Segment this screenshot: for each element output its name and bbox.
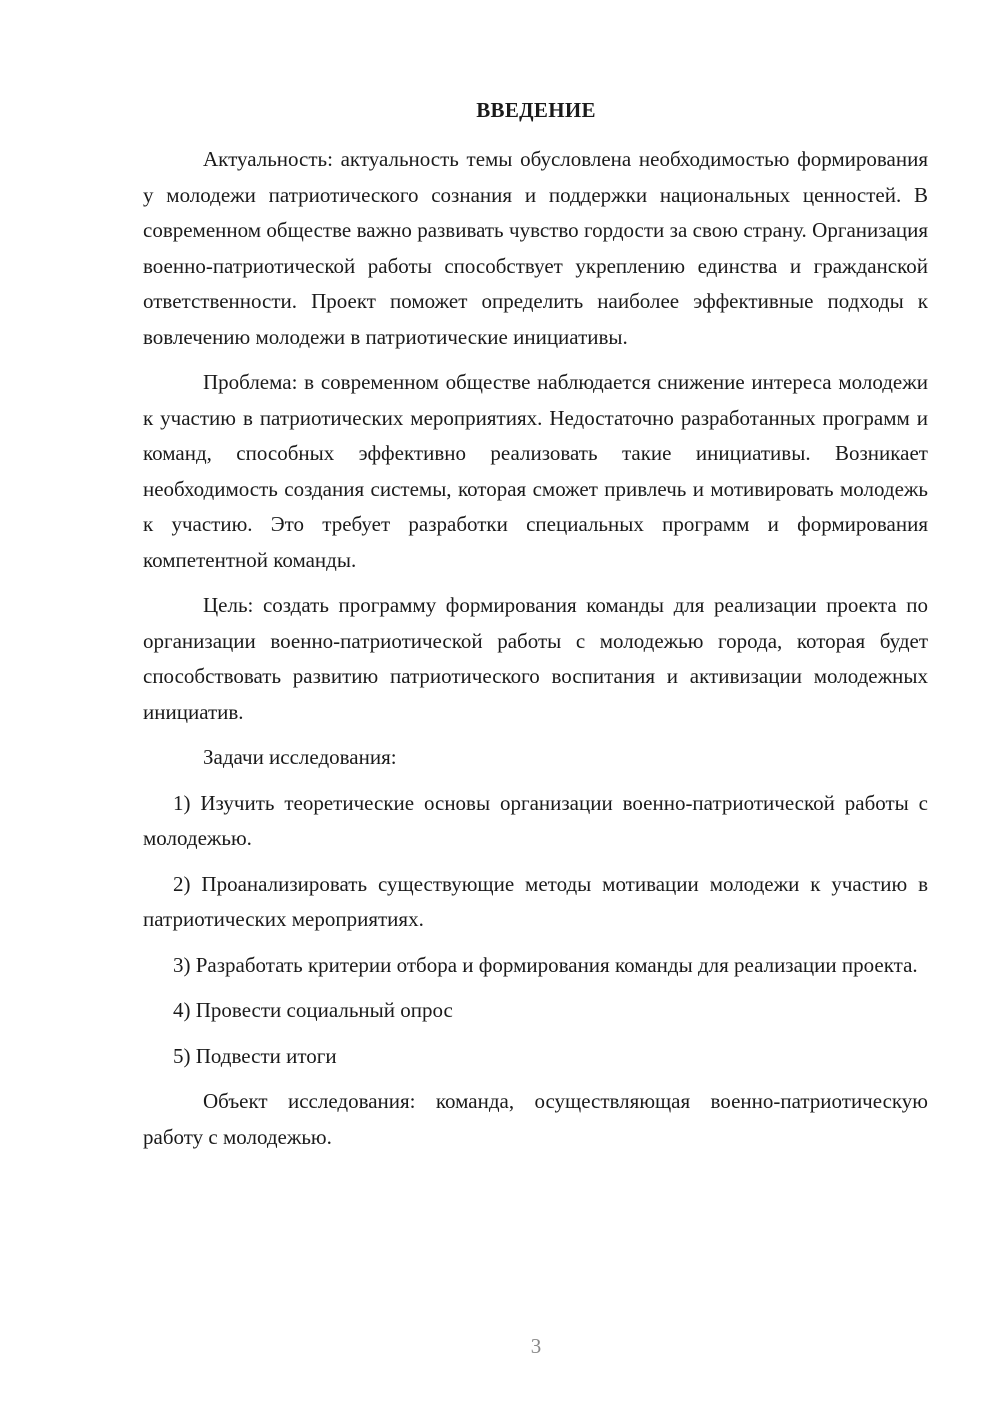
- paragraph-goal: Цель: создать программу формирования команды для реализации проекта по организации военно-патриотической работы с молодежью города, которая будет способствовать развитию патриотического воспитания и активизации молодежных инициатив.: [143, 593, 928, 724]
- section-title: ВВЕДЕНИЕ: [476, 98, 596, 122]
- task-item-3: 3) Разработать критерии отбора и формирования команды для реализации проекта.: [173, 952, 918, 977]
- paragraph-tasks-heading: Задачи исследования:: [203, 745, 397, 769]
- task-item-4: 4) Провести социальный опрос: [173, 998, 453, 1022]
- task-item-2: 2) Проанализировать существующие методы мотивации молодежи к участию в патриотических мероприятиях.: [143, 871, 928, 931]
- page-number: 3: [530, 1334, 542, 1358]
- paragraph-problem: Проблема: в современном обществе наблюдается снижение интереса молодежи к участию в патриотических мероприятиях. Недостаточно разработанных программ и команд, способных эффективно реализовать такие инициативы. Возникает необходимость создания системы, которая сможет привлечь и мотивировать молодежь к участию. Это требует разработки специальных программ и формирования компетентной команды.: [143, 370, 928, 572]
- task-item-1: 1) Изучить теоретические основы организации военно-патриотической работы с молодежью.: [143, 790, 928, 850]
- paragraph-object: Объект исследования: команда, осуществляющая военно-патриотическую работу с молодежью.: [143, 1089, 928, 1149]
- task-item-5: 5) Подвести итоги: [173, 1043, 337, 1068]
- document-body: [143, 142, 928, 1165]
- paragraph-relevance: Актуальность: актуальность темы обусловлена необходимостью формирования у молодежи патриотического сознания и поддержки национальных ценностей. В современном обществе важно развивать чувство гордости за свою страну. Организация военно-патриотической работы способствует укреплению единства и гражданской ответственности. Проект поможет определить наиболее эффективные подходы к вовлечению молодежи в патриотические инициативы.: [143, 147, 928, 349]
